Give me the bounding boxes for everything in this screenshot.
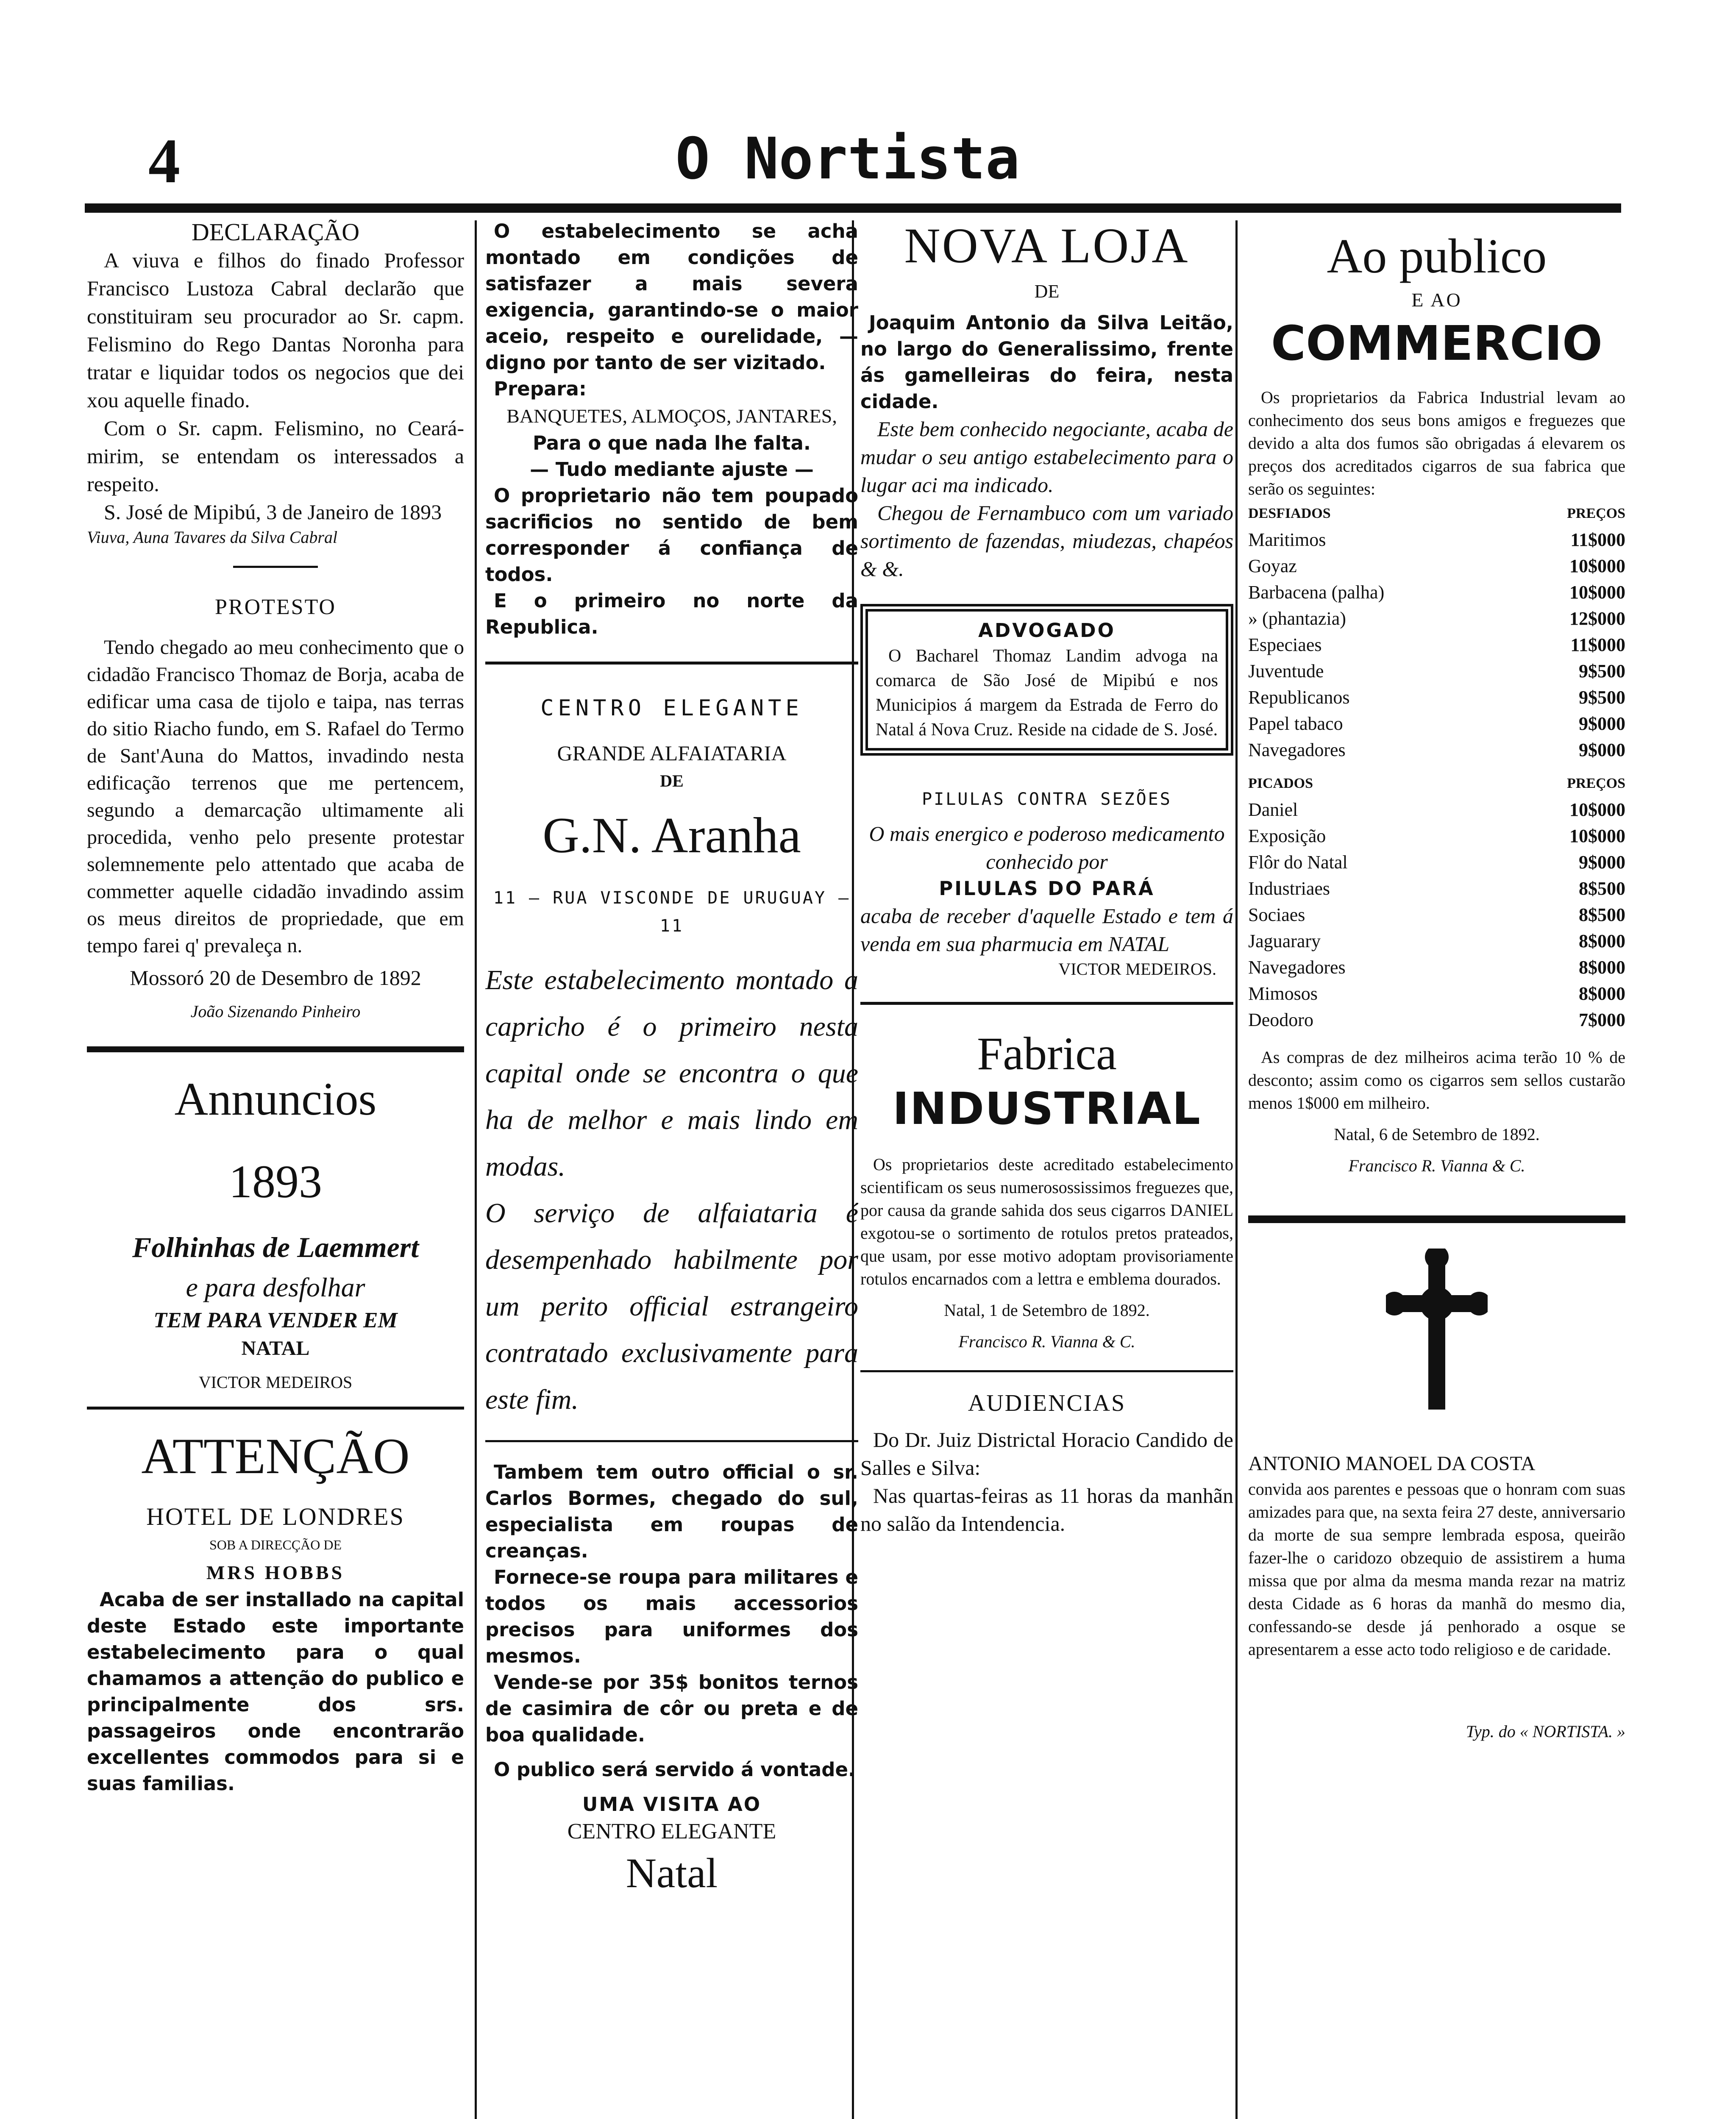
annuncios-line1: Folhinhas de Laemmert (132, 1231, 419, 1263)
obituario-body: convida aos parentes e pessoas que o honram com suas amizades para que, na sexta feira 27 deste, anniversario da morte de sua sempre lembrada esposa, queirão fazer-lhe o caridozo obzequio de assistirem a huma missa que por alma da mesma manda rezar na matriz desta Cidade as 6 horas da manhã do mesmo dia, confessando-se desde já penhorado a osque se apresentarem a esse acto todo religioso e de caridade. (1248, 1479, 1625, 1659)
separator (233, 566, 318, 568)
price-row (1248, 981, 1625, 1007)
price-item-value: 9$000 (1579, 713, 1625, 734)
typ-credit: Typ. do « NORTISTA. » (1466, 1722, 1625, 1741)
section-rule (485, 662, 858, 665)
precos-label: PREÇOS (1567, 506, 1625, 521)
price-item-name: Papel tabaco (1248, 713, 1343, 734)
price-item-name: Exposição (1248, 826, 1326, 846)
column-1 (87, 218, 464, 2119)
hotel-director: MRS HOBBS (206, 1562, 345, 1583)
picados-label: PICADOS (1248, 776, 1313, 791)
centro-visit2: CENTRO ELEGANTE (567, 1819, 776, 1844)
price-row (1248, 797, 1625, 823)
column-4 (1248, 218, 1625, 2119)
nova-loja-owner: Joaquim Antonio da Silva Leitão, no largo do Generalissimo, frente ás gamelleiras do feira, nesta cidade. (860, 311, 1233, 413)
protesto-body: Tendo chegado ao meu conhecimento que o cidadão Francisco Thomaz de Borja, acaba de edificar uma casa de tijolo e taipa, nas terras do sitio Riacho fundo, em S. Rafael do Termo de Sant'Auna do Mattos, invadindo nesta edificação terrenos que me pertencem, segundo a demarcação ultimamente ali procedida, venho pelo presente protestar solemnemente pelo attentado que acaba de commetter aquelle cidadão invadindo assim os meus direitos de propriedade, que em tempo farei q' prevaleça n. (87, 636, 464, 957)
price-row (1248, 954, 1625, 981)
fabrica-title2: INDUSTRIAL (893, 1083, 1201, 1135)
centro-menu: BANQUETES, ALMOÇOS, JANTARES, (506, 405, 837, 427)
centro-script2: O serviço de alfaiataria é desempenhado habilmente por um perito official estrangeiro contratado exclusivamente para este fim. (485, 1198, 858, 1415)
price-item-value: 12$000 (1569, 608, 1625, 629)
centro-line2: — Tudo mediante ajuste — (530, 458, 814, 481)
price-item-name: Sociaes (1248, 904, 1305, 925)
declaracao-title: DECLARAÇÃO (191, 218, 360, 246)
column-divider (475, 220, 477, 2119)
publico-title3: COMMERCIO (1271, 316, 1603, 371)
declaracao-body2: Com o Sr. capm. Felismino, no Ceará-mirim, se entendam os interessados a respeito. (87, 416, 464, 496)
masthead-title: O Nortista (675, 125, 1020, 192)
price-row (1248, 823, 1625, 849)
centro-address: 11 — RUA VISCONDE DE URUGUAY — 11 (493, 888, 851, 936)
advogado-box (860, 604, 1233, 756)
annuncios-title: Annuncios (174, 1073, 377, 1125)
price-item-value: 11$000 (1570, 529, 1625, 550)
page-number: 4 (148, 126, 180, 196)
price-item-name: » (phantazia) (1248, 608, 1346, 629)
centro-script1: Este estabelecimento montado a capricho é o primeiro nesta capital onde se encontra o que ha de melhor e mais lindo em modas. (485, 965, 858, 1182)
centro-line1: Para o que nada lhe falta. (532, 432, 811, 454)
precos-label: PREÇOS (1567, 776, 1625, 791)
protesto-signature: João Sizenando Pinheiro (190, 1002, 361, 1021)
section-rule (87, 1046, 464, 1052)
advogado-body: O Bacharel Thomaz Landim advoga na comarca de São José de Mipibú e nos Municipios á margem da Estrada de Ferro do Natal á Nova Cruz. Reside na cidade de S. José. (876, 646, 1218, 740)
centro-prepara: Prepara: (494, 378, 587, 400)
hotel-sub: SOB A DIRECÇÃO DE (209, 1537, 342, 1552)
price-item-name: Navegadores (1248, 740, 1346, 760)
audiencias-title: AUDIENCIAS (968, 1390, 1126, 1416)
price-item-value: 8$500 (1579, 878, 1625, 899)
price-item-name: Goyaz (1248, 556, 1297, 576)
price-row (1248, 632, 1625, 658)
nova-loja-title: NOVA LOJA (904, 218, 1190, 273)
price-item-value: 10$000 (1569, 556, 1625, 576)
fabrica-date: Natal, 1 de Setembro de 1892. (944, 1301, 1150, 1320)
audiencias-body2: Nas quartas-feiras as 11 horas da manhãn no salão da Intendencia. (860, 1484, 1233, 1535)
price-item-value: 10$000 (1569, 826, 1625, 846)
price-item-value: 11$000 (1570, 634, 1625, 655)
centro-p4: O publico será servido á vontade. (494, 1758, 856, 1781)
section-rule (87, 1407, 464, 1410)
declaracao-date: S. José de Mipibú, 3 de Janeiro de 1893 (104, 500, 442, 524)
section-rule (860, 1002, 1233, 1005)
column-divider (1235, 220, 1238, 2119)
price-row (1248, 902, 1625, 928)
price-item-name: Industriaes (1248, 878, 1330, 899)
price-item-name: Mimosos (1248, 983, 1318, 1004)
nova-loja-body2: Chegou de Fernambuco com um variado sortimento de fazendas, miudezas, chapéos & &. (860, 501, 1233, 581)
publico-title1: Ao publico (1327, 229, 1547, 284)
protesto-date: Mossoró 20 de Desembro de 1892 (130, 966, 421, 990)
annuncios-line4: NATAL (241, 1337, 310, 1360)
price-row (1248, 928, 1625, 954)
price-item-name: Barbacena (palha) (1248, 582, 1385, 603)
annuncios-year: 1893 (229, 1156, 322, 1207)
price-item-value: 7$000 (1579, 1009, 1625, 1030)
publico-intro: Os proprietarios da Fabrica Industrial levam ao conhecimento dos seus bons amigos e freguezes que devido a alta dos fumos são obrigadas á elevarem os preços dos acreditados cigarros de sua fabrica que serão os seguintes: (1248, 388, 1625, 498)
annuncios-line3: TEM PARA VENDER EM (153, 1308, 398, 1332)
fabrica-title: Fabrica (977, 1028, 1117, 1079)
section-rule (860, 1370, 1233, 1372)
price-item-value: 8$000 (1579, 983, 1625, 1004)
audiencias-body: Do Dr. Juiz Districtal Horacio Candido de Salles e Silva: (860, 1428, 1233, 1479)
price-item-value: 9$000 (1579, 740, 1625, 760)
price-item-name: Especiaes (1248, 634, 1322, 655)
masthead-rule (85, 203, 1621, 213)
price-row (1248, 849, 1625, 876)
centro-p1: Tambem tem outro official o sr. Carlos Bormes, chegado do sul, especialista em roupas de creanças. (485, 1461, 858, 1562)
hotel-name: HOTEL DE LONDRES (146, 1503, 405, 1530)
pilulas-name: PILULAS DO PARÁ (939, 877, 1155, 900)
price-row (1248, 876, 1625, 902)
pilulas-body2: acaba de receber d'aquelle Estado e tem á venda em sua pharmucia em NATAL (860, 904, 1233, 956)
column-2 (485, 218, 858, 2119)
centro-name: G.N. Aranha (542, 807, 801, 863)
centro-intro: O estabelecimento se acha montado em condições de satisfazer a mais severa exigencia, garantindo-se o maior aceio, respeito e ourelidade, — digno por tanto de ser vizitado. (485, 220, 858, 374)
column-3 (860, 218, 1233, 2119)
nova-loja-body: Este bem conhecido negociante, acaba de mudar o seu antigo estabelecimento para o lugar aci ma indicado. (860, 417, 1233, 497)
price-row (1248, 711, 1625, 737)
centro-outro: O proprietario não tem poupado sacrificios no sentido de bem corresponder á confiança de todos. (485, 484, 858, 586)
price-item-name: Flôr do Natal (1248, 852, 1348, 873)
price-item-name: Juventude (1248, 661, 1324, 681)
price-item-name: Daniel (1248, 799, 1298, 820)
centro-p2: Fornece-se roupa para militares e todos os mais accessorios precisos para uniformes dos mesmos. (485, 1566, 858, 1667)
desfiados-label: DESFIADOS (1248, 506, 1331, 521)
publico-title2: E AO (1411, 289, 1462, 311)
price-row (1248, 658, 1625, 684)
price-item-name: Deodoro (1248, 1009, 1313, 1030)
pilulas-body: O mais energico e poderoso medicamento conhecido por (869, 822, 1225, 873)
price-item-value: 8$000 (1579, 931, 1625, 951)
annuncios-vendor: VICTOR MEDEIROS (198, 1373, 353, 1392)
centro-sub: GRANDE ALFAIATARIA (557, 741, 787, 765)
section-rule (485, 1440, 858, 1442)
protesto-title: PROTESTO (215, 595, 336, 619)
desfiados-table (1248, 501, 1625, 1033)
price-row (1248, 553, 1625, 579)
price-row (1248, 684, 1625, 711)
price-row (1248, 737, 1625, 763)
price-row (1248, 606, 1625, 632)
price-item-name: Republicanos (1248, 687, 1350, 708)
declaracao-body: A viuva e filhos do finado Professor Francisco Lustoza Cabral declarão que constituiram seu procurador ao Sr. capm. Felismino do Rego Dantas Noronha para tratar e liquidar todos os negocios que dei xou aquelle finado. (87, 248, 464, 412)
price-row (1248, 1007, 1625, 1033)
price-item-value: 9$000 (1579, 852, 1625, 873)
centro-visit: UMA VISITA AO (582, 1793, 762, 1816)
annuncios-line2: e para desfolhar (186, 1272, 365, 1302)
price-item-name: Maritimos (1248, 529, 1326, 550)
pilulas-vendor: VICTOR MEDEIROS. (1058, 959, 1216, 979)
cross-icon (1248, 1249, 1625, 1412)
price-item-value: 8$000 (1579, 957, 1625, 978)
nova-loja-de: DE (1034, 281, 1060, 302)
hotel-body: Acaba de ser installado na capital deste Estado este importante estabelecimento para o qual chamamos a attenção do publico e principalmente dos srs. passageiros onde encontrarão excellentes commodos para si e suas familias. (87, 1588, 464, 1795)
price-item-value: 9$500 (1579, 687, 1625, 708)
price-item-value: 10$000 (1569, 582, 1625, 603)
price-item-name: Navegadores (1248, 957, 1346, 978)
price-row (1248, 527, 1625, 553)
centro-kicker: CENTRO ELEGANTE (540, 695, 803, 721)
fabrica-signature: Francisco R. Vianna & C. (958, 1332, 1135, 1351)
centro-p3: Vende-se por 35$ bonitos ternos de casimira de côr ou preta e de boa qualidade. (485, 1671, 858, 1746)
declaracao-signature: Viuva, Auna Tavares da Silva Cabral (87, 528, 338, 547)
publico-signature: Francisco R. Vianna & C. (1348, 1156, 1525, 1175)
centro-de: DE (660, 771, 684, 790)
centro-final: E o primeiro no norte da Republica. (485, 590, 858, 638)
price-item-value: 8$500 (1579, 904, 1625, 925)
advogado-title: ADVOGADO (978, 619, 1116, 642)
price-item-name: Jaguarary (1248, 931, 1321, 951)
centro-city: Natal (626, 1849, 718, 1897)
obituario-name: ANTONIO MANOEL DA COSTA (1248, 1452, 1536, 1475)
mourning-rule (1248, 1215, 1625, 1223)
fabrica-body: Os proprietarios deste acreditado estabelecimento scientificam os seus numerosossissimos freguezes que, por causa da grande sahida dos seus cigarros DANIEL exgotou-se o sortimento de rotulos pretos prateados, que usam, por esse motivo adoptam provisoriamente rotulos encarnados com a lettra e emblema dourados. (860, 1155, 1233, 1288)
attencao-title: ATTENÇÃO (141, 1428, 410, 1484)
price-row (1248, 579, 1625, 606)
price-item-value: 9$500 (1579, 661, 1625, 681)
price-item-value: 10$000 (1569, 799, 1625, 820)
publico-date: Natal, 6 de Setembro de 1892. (1334, 1125, 1540, 1144)
pilulas-title: PILULAS CONTRA SEZÕES (922, 790, 1172, 809)
publico-footer: As compras de dez milheiros acima terão 10 % de desconto; assim como os cigarros sem sellos custarão menos 1$000 em milheiro. (1248, 1048, 1625, 1112)
